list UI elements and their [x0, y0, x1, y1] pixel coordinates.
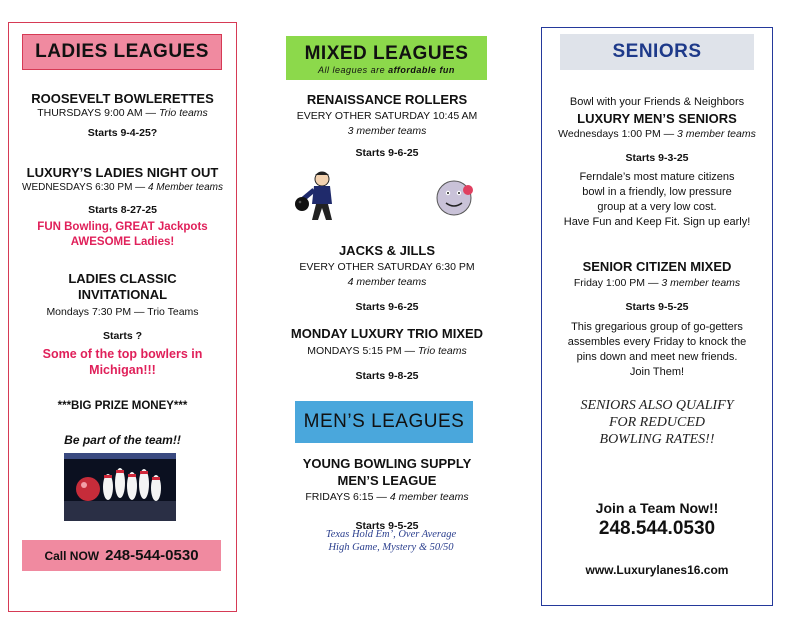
- senior-citizen-title: SENIOR CITIZEN MIXED: [582, 259, 732, 274]
- call-now-label: Call NOW: [44, 548, 100, 563]
- ladies-leagues-header: LADIES LEAGUES: [22, 34, 222, 70]
- join-team-text: Join a Team Now!!: [595, 500, 719, 516]
- renaissance-schedule: EVERY OTHER SATURDAY 10:45 AM: [296, 110, 478, 122]
- seniors-phone: 248.544.0530: [598, 518, 716, 539]
- call-now-phone: 248-544-0530: [105, 547, 199, 564]
- monday-trio-schedule: MONDAYS 5:15 PM — Trio teams: [307, 345, 467, 357]
- young-bowling-starts: Starts 9-5-25: [355, 520, 419, 532]
- jacks-jills-teams: 4 member teams: [347, 276, 427, 288]
- ladies-night-title: LUXURY’S LADIES NIGHT OUT: [26, 165, 219, 180]
- roosevelt-schedule: THURSDAYS 9:00 AM — Trio teams: [37, 107, 208, 119]
- senior-citizen-description: This gregarious group of go-getters assembles every Friday to knock the pins down and meet new friends. Join Them!: [567, 321, 747, 378]
- ladies-night-promo-line2: AWESOME Ladies!: [70, 236, 175, 248]
- monday-trio-title: MONDAY LUXURY TRIO MIXED: [290, 326, 484, 341]
- mens-league-extras: Texas Hold Em’, Over Average High Game, Mystery & 50/50: [325, 529, 457, 553]
- ladies-classic-title-line2: INVITATIONAL: [77, 287, 168, 302]
- mixed-leagues-header: [286, 36, 487, 80]
- bowling-ball-cartoon-icon: [432, 176, 476, 218]
- luxury-seniors-schedule: Wednesdays 1:00 PM — 3 member teams: [558, 128, 756, 140]
- ladies-night-promo-line1: FUN Bowling, GREAT Jackpots: [37, 221, 208, 233]
- jacks-jills-schedule: EVERY OTHER SATURDAY 6:30 PM: [299, 261, 475, 273]
- renaissance-title: RENAISSANCE ROLLERS: [306, 92, 468, 107]
- ladies-night-starts: Starts 8-27-25: [88, 204, 157, 216]
- senior-citizen-starts: Starts 9-5-25: [625, 301, 689, 313]
- roosevelt-starts: Starts 9-4-25?: [87, 127, 158, 139]
- seniors-intro: Bowl with your Friends & Neighbors: [569, 96, 745, 108]
- ladies-classic-starts: Starts ?: [102, 330, 143, 342]
- bowler-cartoon-icon: [294, 170, 342, 222]
- monday-trio-starts: Starts 9-8-25: [355, 370, 419, 382]
- mixed-leagues-subtitle: All leagues are affordable fun: [318, 64, 455, 75]
- ladies-night-schedule: WEDNESDAYS 6:30 PM — 4 Member teams: [22, 182, 223, 193]
- mixed-leagues-title: MIXED LEAGUES: [304, 42, 469, 64]
- luxury-seniors-title: LUXURY MEN’S SENIORS: [577, 111, 737, 126]
- website-link[interactable]: www.Luxurylanes16.com: [585, 563, 729, 577]
- luxury-seniors-description: Ferndale’s most mature citizens bowl in a friendly, low pressure group at a very low cost. Have Fun and Keep Fit. Sign up early!: [563, 171, 751, 228]
- jacks-jills-starts: Starts 9-6-25: [355, 301, 419, 313]
- renaissance-teams: 3 member teams: [347, 125, 427, 137]
- roosevelt-title: ROOSEVELT BOWLERETTES: [31, 91, 214, 106]
- seniors-reduced-rates-note: SENIORS ALSO QUALIFY FOR REDUCED BOWLING RATES!!: [580, 398, 734, 447]
- call-now-bar: [22, 540, 221, 571]
- senior-citizen-schedule: Friday 1:00 PM — 3 member teams: [573, 277, 741, 289]
- luxury-seniors-starts: Starts 9-3-25: [625, 152, 689, 164]
- big-prize-text: ***BIG PRIZE MONEY***: [57, 400, 188, 412]
- young-bowling-schedule: FRIDAYS 6:15 — 4 member teams: [305, 491, 469, 503]
- be-part-text: Be part of the team!!: [64, 433, 181, 447]
- ladies-classic-promo-line2: Michigan!!!: [89, 363, 156, 377]
- ladies-classic-promo-line1: Some of the top bowlers in: [42, 347, 203, 361]
- ladies-classic-title-line1: LADIES CLASSIC: [68, 271, 177, 286]
- young-bowling-title-line2: MEN’S LEAGUE: [337, 473, 437, 488]
- young-bowling-title-line1: YOUNG BOWLING SUPPLY: [302, 456, 472, 471]
- seniors-header: SENIORS: [560, 34, 754, 70]
- renaissance-starts: Starts 9-6-25: [355, 147, 419, 159]
- bowling-pins-photo: [64, 453, 176, 521]
- ladies-classic-schedule: Mondays 7:30 PM — Trio Teams: [46, 306, 199, 318]
- mens-leagues-header: MEN’S LEAGUES: [295, 401, 473, 443]
- jacks-jills-title: JACKS & JILLS: [338, 243, 436, 258]
